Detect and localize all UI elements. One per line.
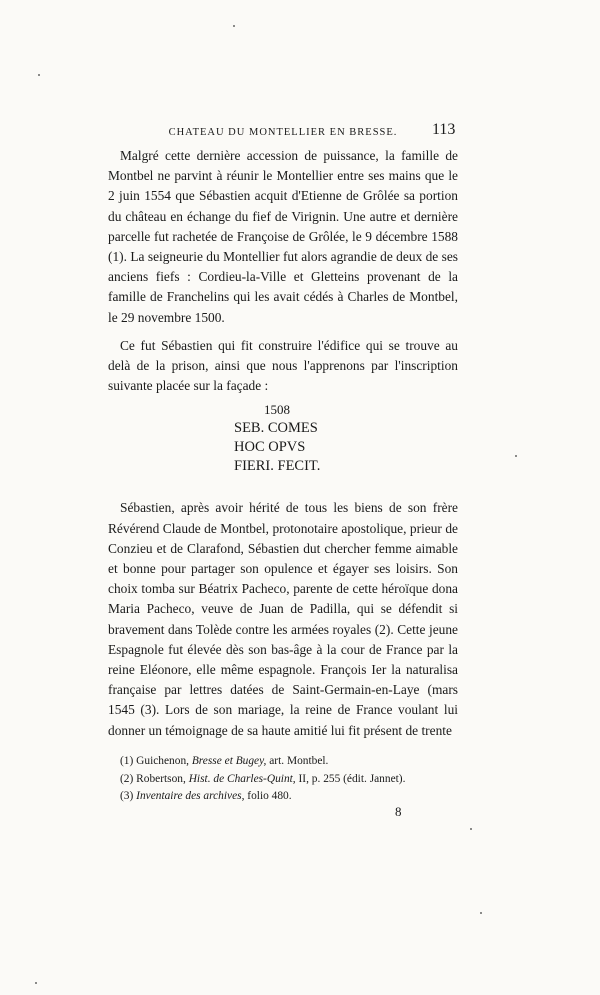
main-text	[108, 146, 458, 741]
paragraph: Malgré cette dernière accession de puissance, la famille de Montbel ne parvint à réunir le Montellier entre ses mains que le 2 juin 1554 que Sébastien acquit d'Etienne de Grôlée sa portion du château en échange du fief de Virignin. Une autre et dernière parcelle fut rachetée de Françoise de Grôlée, le 9 décembre 1588 (1). La seigneurie du Montellier fut alors agrandie de deux de ses anciens fiefs : Cordieu-la-Ville et Gletteins provenant de la famille de Franchelins qui les avait cédés à Charles de Montbel, le 29 novembre 1500.	[108, 148, 458, 325]
page-number: 113	[432, 121, 456, 138]
paper-speck	[38, 74, 40, 76]
footnote-number: (1)	[120, 755, 134, 767]
paper-speck	[233, 25, 235, 27]
inscription-line: HOC OPVS	[234, 439, 306, 456]
signature-mark: 8	[395, 804, 402, 819]
paper-speck	[515, 455, 517, 457]
footnote-author: Guichenon,	[136, 755, 189, 767]
running-title: CHATEAU DU MONTELLIER EN BRESSE.	[168, 127, 398, 138]
footnote-number: (2)	[120, 772, 134, 785]
inscription-line: SEB. COMES	[234, 420, 318, 437]
footnote-number: (3)	[120, 790, 134, 802]
footnote-reference: II, p. 255 (édit. Jannet).	[298, 772, 406, 785]
paragraph: Ce fut Sébastien qui fit construire l'édifice qui se trouve au delà de la prison, ainsi que nous l'apprenons par l'inscription suivante placée sur la façade :	[108, 337, 458, 394]
inscription-line: FIERI. FECIT.	[234, 458, 321, 475]
footnote-title: Bresse et Bugey,	[191, 755, 267, 767]
paper-speck	[35, 982, 37, 984]
footnote-title: Hist. de Charles-Quint,	[188, 772, 296, 785]
footnote	[120, 788, 460, 806]
inscription-year: 1508	[264, 402, 290, 418]
footnote-author: Robertson,	[136, 772, 186, 785]
paragraph: Sébastien, après avoir hérité de tous les biens de son frère Révérend Claude de Montbel, protonotaire apostolique, prieur de Conzieu et de Clarafond, Sébastien dut chercher femme aimable et bonne pour partager son opulence et égayer ses loisirs. Son choix tomba sur Béatrix Pacheco, parente de cette héroïque dona Maria Pacheco, veuve de Juan de Padilla, qui se défendit si bravement dans Tolède contre les armées royales (2). Cette jeune Espagnole fut élevée dès son bas-âge à la cour de France par la reine Eléonore, elle même espagnole. François Ier la naturalisa française par lettres datées de Saint-Germain-en-Laye (mars 1545 (3). Lors de son mariage, la reine de France voulant lui donner un témoignage de sa haute amitié lui fit présent de trente	[108, 500, 458, 738]
paper-speck	[470, 828, 472, 830]
footnote	[120, 753, 460, 771]
footnotes	[120, 753, 460, 806]
footnote-reference: art. Montbel.	[269, 755, 329, 767]
footnote	[120, 771, 460, 789]
footnote-reference: folio 480.	[247, 790, 292, 802]
footnote-title: Inventaire des archives,	[136, 790, 245, 802]
paper-speck	[480, 912, 482, 914]
inscription	[234, 400, 458, 476]
